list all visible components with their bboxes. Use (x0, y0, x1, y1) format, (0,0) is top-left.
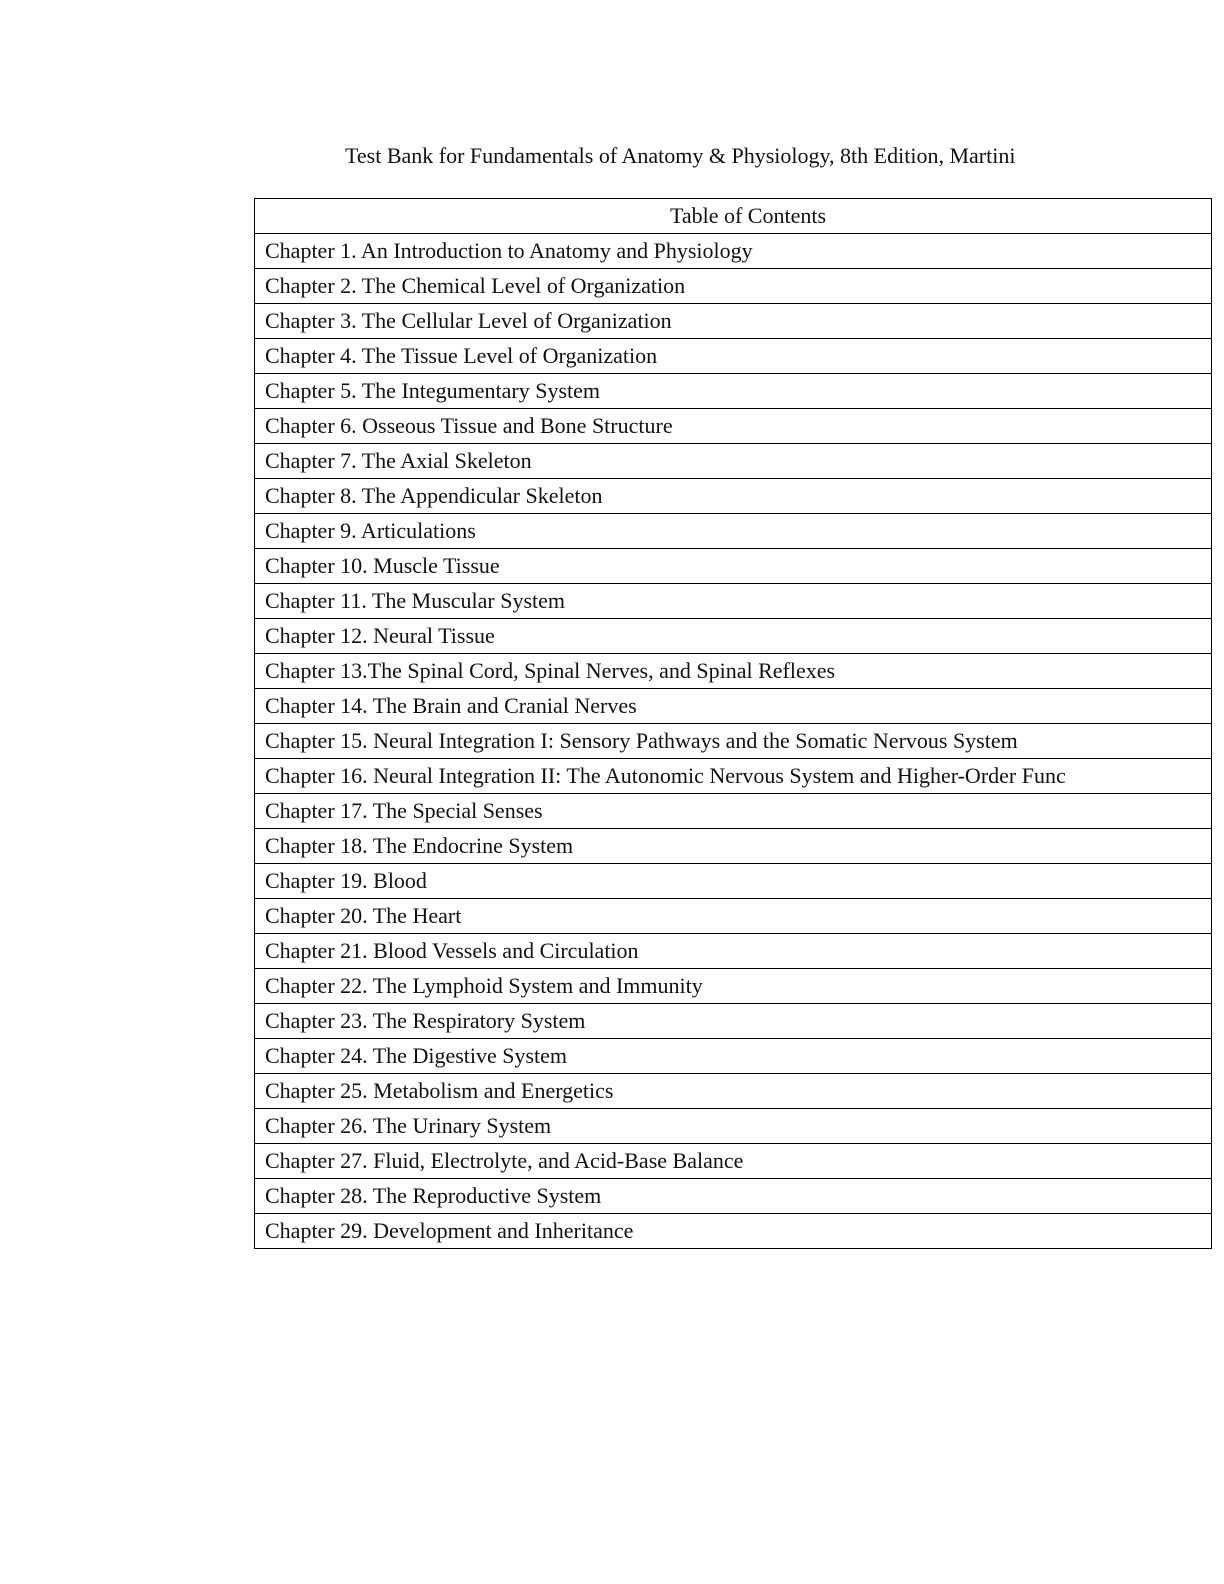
table-row (255, 654, 1212, 689)
chapter-entry: Chapter 2. The Chemical Level of Organization (255, 269, 1212, 304)
chapter-entry: Chapter 21. Blood Vessels and Circulation (255, 934, 1212, 969)
table-row (255, 444, 1212, 479)
chapter-entry: Chapter 4. The Tissue Level of Organization (255, 339, 1212, 374)
chapter-entry: Chapter 7. The Axial Skeleton (255, 444, 1212, 479)
chapter-entry: Chapter 25. Metabolism and Energetics (255, 1074, 1212, 1109)
chapter-entry: Chapter 26. The Urinary System (255, 1109, 1212, 1144)
table-row (255, 1004, 1212, 1039)
toc-header-row (255, 199, 1212, 234)
table-row (255, 1109, 1212, 1144)
chapter-entry: Chapter 20. The Heart (255, 899, 1212, 934)
chapter-entry: Chapter 24. The Digestive System (255, 1039, 1212, 1074)
document-title: Test Bank for Fundamentals of Anatomy & Physiology, 8th Edition, Martini (345, 143, 1016, 168)
table-row (255, 409, 1212, 444)
table-row (255, 1144, 1212, 1179)
table-row (255, 899, 1212, 934)
table-row (255, 759, 1212, 794)
chapter-entry: Chapter 10. Muscle Tissue (255, 549, 1212, 584)
table-row (255, 864, 1212, 899)
table-row (255, 339, 1212, 374)
toc-header: Table of Contents (255, 199, 1212, 234)
chapter-entry: Chapter 14. The Brain and Cranial Nerves (255, 689, 1212, 724)
chapter-entry: Chapter 12. Neural Tissue (255, 619, 1212, 654)
chapter-entry: Chapter 5. The Integumentary System (255, 374, 1212, 409)
chapter-entry: Chapter 29. Development and Inheritance (255, 1214, 1212, 1249)
chapter-entry: Chapter 15. Neural Integration I: Sensory Pathways and the Somatic Nervous System (255, 724, 1212, 759)
table-row (255, 514, 1212, 549)
table-row (255, 1179, 1212, 1214)
table-row (255, 934, 1212, 969)
table-row (255, 969, 1212, 1004)
chapter-entry: Chapter 16. Neural Integration II: The Autonomic Nervous System and Higher-Order Func (255, 759, 1212, 794)
table-row (255, 549, 1212, 584)
chapter-entry: Chapter 8. The Appendicular Skeleton (255, 479, 1212, 514)
table-row (255, 374, 1212, 409)
table-of-contents (254, 198, 1212, 1249)
table-row (255, 619, 1212, 654)
chapter-entry: Chapter 13.The Spinal Cord, Spinal Nerves, and Spinal Reflexes (255, 654, 1212, 689)
chapter-entry: Chapter 23. The Respiratory System (255, 1004, 1212, 1039)
table-row (255, 584, 1212, 619)
chapter-entry: Chapter 22. The Lymphoid System and Immunity (255, 969, 1212, 1004)
chapter-entry: Chapter 1. An Introduction to Anatomy and Physiology (255, 234, 1212, 269)
chapter-entry: Chapter 9. Articulations (255, 514, 1212, 549)
table-row (255, 304, 1212, 339)
table-row (255, 829, 1212, 864)
chapter-entry: Chapter 11. The Muscular System (255, 584, 1212, 619)
table-row (255, 1039, 1212, 1074)
table-row (255, 479, 1212, 514)
chapter-entry: Chapter 28. The Reproductive System (255, 1179, 1212, 1214)
table-row (255, 1074, 1212, 1109)
chapter-entry: Chapter 17. The Special Senses (255, 794, 1212, 829)
table-row (255, 689, 1212, 724)
table-row (255, 794, 1212, 829)
chapter-entry: Chapter 18. The Endocrine System (255, 829, 1212, 864)
table-row (255, 234, 1212, 269)
toc-body (255, 199, 1212, 1249)
chapter-entry: Chapter 3. The Cellular Level of Organization (255, 304, 1212, 339)
chapter-entry: Chapter 19. Blood (255, 864, 1212, 899)
table-row (255, 724, 1212, 759)
chapter-entry: Chapter 6. Osseous Tissue and Bone Structure (255, 409, 1212, 444)
table-row (255, 269, 1212, 304)
table-row (255, 1214, 1212, 1249)
chapter-entry: Chapter 27. Fluid, Electrolyte, and Acid-Base Balance (255, 1144, 1212, 1179)
